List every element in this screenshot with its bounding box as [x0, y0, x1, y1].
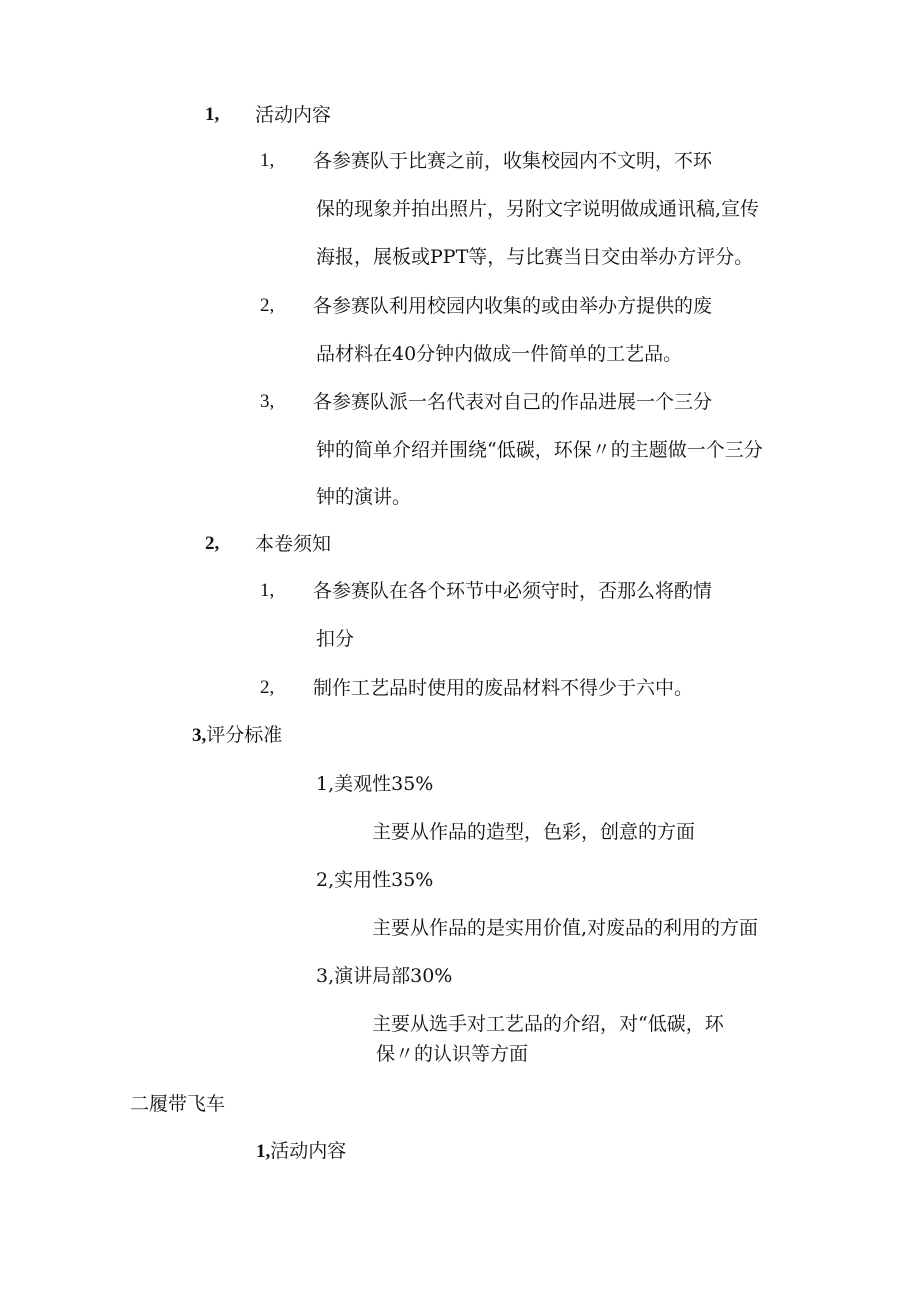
- criterion-1-desc-line-1: 主要从作品的造型，色彩，创意的方面: [372, 821, 696, 843]
- section-1-heading: 活动内容: [255, 104, 332, 126]
- criterion-3-desc-line-2: 保〃的认识等方面: [376, 1043, 529, 1065]
- criterion-3-title: 3,演讲局部30%: [316, 965, 453, 987]
- section-2-item-2-line-1: 制作工艺品时使用的废品材料不得少于六中。: [313, 677, 694, 699]
- part-2-heading-row: [256, 1139, 346, 1164]
- criterion-1-title: 1,美观性35%: [316, 773, 434, 795]
- section-3-heading-row: [192, 723, 282, 748]
- section-2-item-2-number: 2,: [260, 677, 275, 698]
- section-1-item-1-number: 1,: [260, 150, 275, 171]
- section-1-item-1-line-3: 海报，展板或PPT等，与比赛当日交由举办方评分。: [316, 246, 754, 268]
- criterion-2-desc-line-1: 主要从作品的是实用价值,对废品的利用的方面: [372, 917, 759, 939]
- section-2-item-1-line-2: 扣分: [316, 628, 355, 650]
- section-1-item-3-line-3: 钟的演讲。: [316, 486, 412, 508]
- section-2-item-1-line-1: 各参赛队在各个环节中必须守时，否那么将酌情: [313, 580, 713, 602]
- section-1-number: 1,: [205, 104, 220, 125]
- section-3-number: 3,: [192, 725, 207, 746]
- criterion-2-title: 2,实用性35%: [316, 869, 434, 891]
- section-1-item-2-line-2: 品材料在40分钟内做成一件简单的工艺品。: [316, 343, 683, 365]
- section-1-item-1-line-1: 各参赛队于比赛之前，收集校园内不文明，不环: [313, 150, 713, 172]
- section-1-item-3-line-1: 各参赛队派一名代表对自己的作品进展一个三分: [313, 391, 713, 413]
- part-2-number: 1,: [256, 1141, 271, 1162]
- section-1-item-1-line-2: 保的现象并拍出照片，另附文字说明做成通讯稿,宣传: [316, 198, 760, 220]
- section-1-item-2-line-1: 各参赛队利用校园内收集的或由举办方提供的废: [313, 295, 713, 317]
- section-3-heading: 评分标准: [206, 724, 283, 746]
- section-1-item-2-number: 2,: [260, 295, 275, 316]
- section-2-number: 2,: [205, 533, 220, 554]
- criterion-3-desc-line-1: 主要从选手对工艺品的介绍，对“低碳，环: [372, 1013, 724, 1035]
- part-2-heading: 活动内容: [270, 1140, 347, 1162]
- section-2-heading: 本卷须知: [255, 533, 332, 555]
- section-2-item-1-number: 1,: [260, 580, 275, 601]
- section-1-item-3-line-2: 钟的简单介绍并围绕“低碳，环保〃的主题做一个三分: [316, 439, 763, 461]
- part-2-title: 二履带飞车: [130, 1093, 226, 1115]
- section-1-item-3-number: 3,: [260, 391, 275, 412]
